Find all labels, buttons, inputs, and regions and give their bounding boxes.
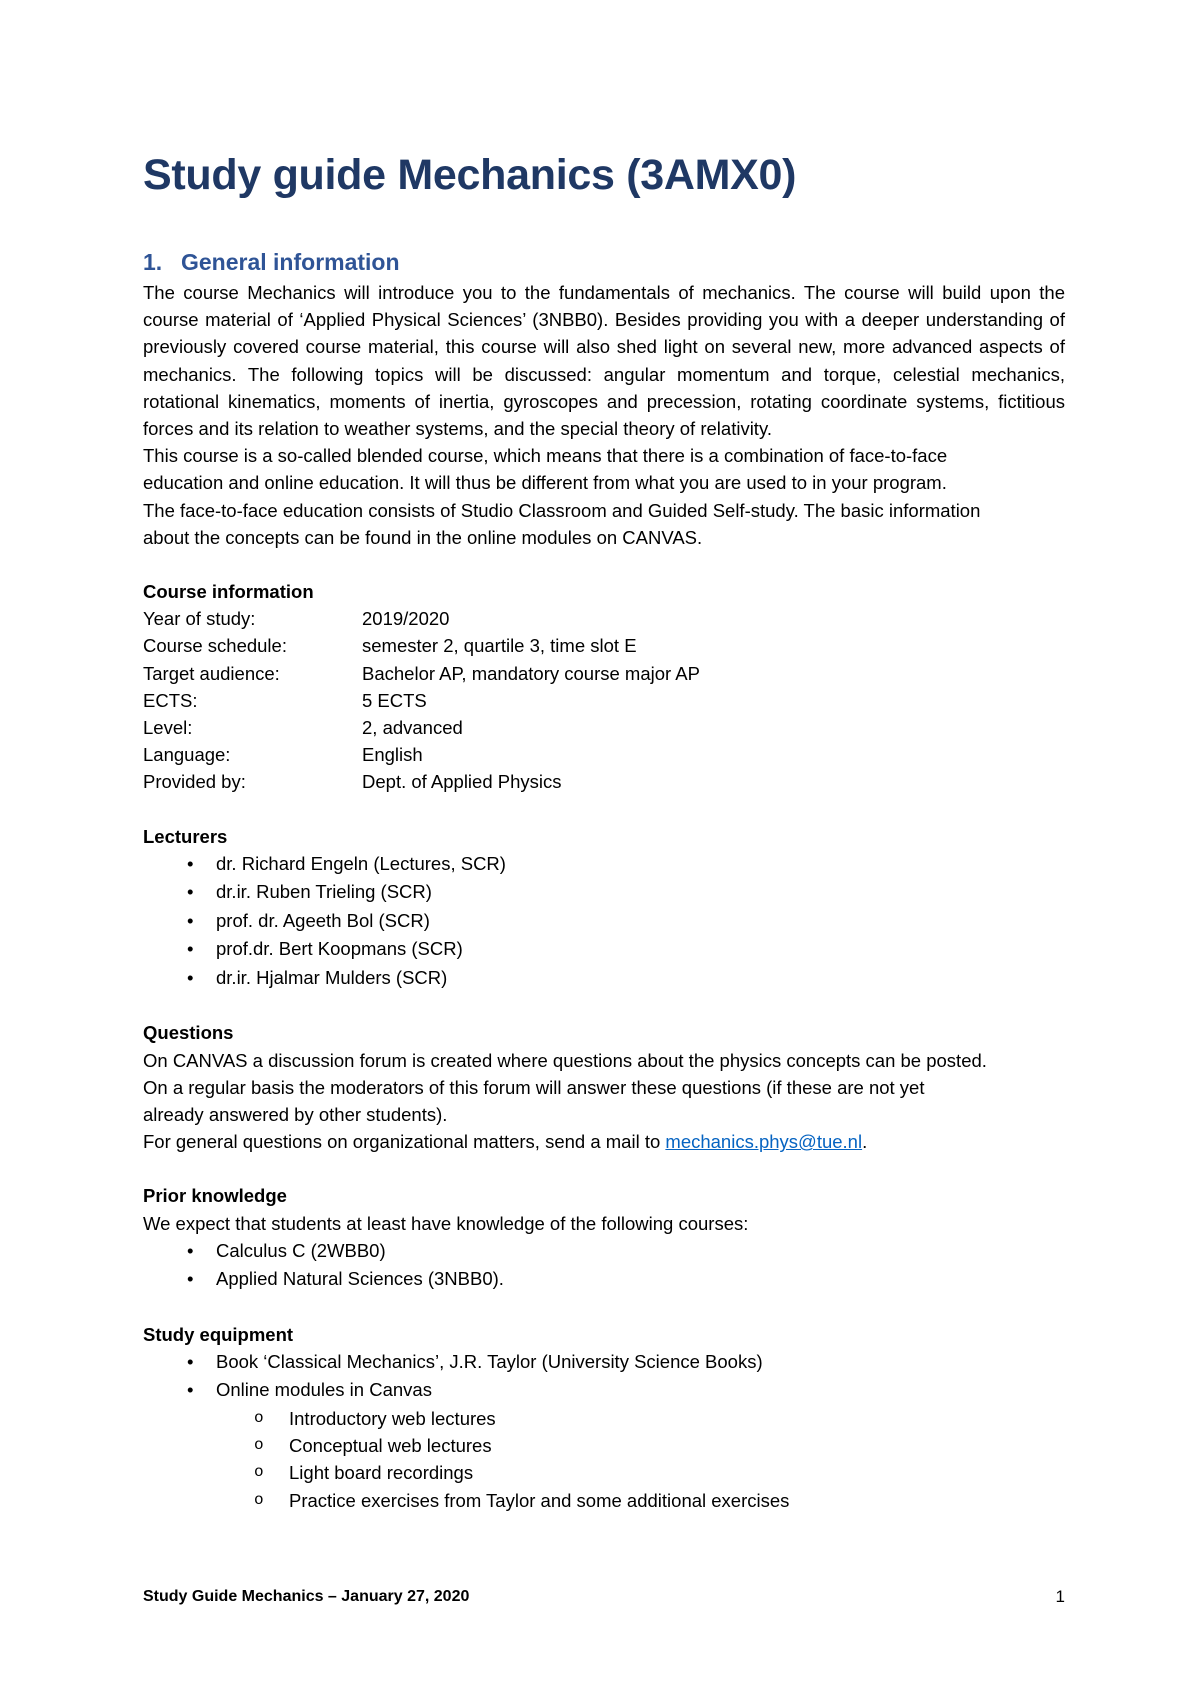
questions-line: On a regular basis the moderators of this forum will answer these questions (if these are not yet	[143, 1076, 925, 1098]
bullet-icon: •	[187, 1379, 194, 1401]
questions-heading: Questions	[143, 1022, 234, 1044]
questions-line: On CANVAS a discussion forum is created where questions about the physics concepts can be posted.	[143, 1049, 987, 1071]
prior-knowledge-heading: Prior knowledge	[143, 1185, 287, 1207]
info-value: Bachelor AP, mandatory course major AP	[362, 662, 700, 684]
bullet-icon: •	[187, 1268, 194, 1290]
info-row	[143, 714, 1065, 741]
info-label: Language:	[143, 744, 231, 766]
info-value: semester 2, quartile 3, time slot E	[362, 635, 637, 657]
equipment-list	[143, 1348, 1065, 1405]
info-label: ECTS:	[143, 689, 198, 711]
list-item: • dr. Richard Engeln (Lectures, SCR)	[143, 850, 1065, 879]
list-item: • prof.dr. Bert Koopmans (SCR)	[143, 935, 1065, 964]
info-value: 2019/2020	[362, 608, 450, 630]
section-title: General information	[181, 249, 400, 275]
bullet-icon: •	[187, 938, 194, 960]
circle-bullet-icon: o	[254, 1436, 264, 1455]
sub-list-item: o Practice exercises from Taylor and some additional exercises	[143, 1487, 1065, 1514]
study-equipment-heading: Study equipment	[143, 1323, 294, 1345]
list-item: • dr.ir. Ruben Trieling (SCR)	[143, 878, 1065, 907]
blended-course-line: This course is a so-called blended course, which means that there is a combination of face-to-face	[143, 445, 948, 467]
lecturers-heading: Lecturers	[143, 825, 228, 847]
info-row	[143, 660, 1065, 687]
list-item: • dr.ir. Hjalmar Mulders (SCR)	[143, 964, 1065, 993]
sub-list-item: o Introductory web lectures	[143, 1405, 1065, 1432]
intro-paragraph: The course Mechanics will introduce you to the fundamentals of mechanics. The course will build upon the course material of ‘Applied Physical Sciences’ (3NBB0). Besides providing you with a deeper understanding of previously covered course material, this course will also shed light on several new, more advanced aspects of mechanics. The following topics will be discussed: angular momentum and torque, celestial mechanics, rotational kinematics, moments of inertia, gyroscopes and precession, rotating coordinate systems, fictitious forces and its relation to weather systems, and the special theory of relativity.	[143, 282, 1065, 440]
info-value: 2, advanced	[362, 717, 463, 739]
info-value: 5 ECTS	[362, 689, 427, 711]
circle-bullet-icon: o	[254, 1408, 264, 1427]
info-value: Dept. of Applied Physics	[362, 771, 562, 793]
bullet-icon: •	[187, 966, 194, 988]
blended-course-line: The face-to-face education consists of Studio Classroom and Guided Self-study. The basic information	[143, 499, 981, 521]
bullet-icon: •	[187, 881, 194, 903]
info-label: Level:	[143, 717, 193, 739]
list-item: • prof. dr. Ageeth Bol (SCR)	[143, 907, 1065, 936]
bullet-icon: •	[187, 852, 194, 874]
info-row	[143, 605, 1065, 632]
lecturers-list	[143, 850, 1065, 993]
canvas-modules-list	[143, 1405, 1065, 1514]
bullet-icon: •	[187, 1350, 194, 1372]
circle-bullet-icon: o	[254, 1463, 264, 1482]
page-number: 1	[1055, 1587, 1065, 1606]
prior-knowledge-intro: We expect that students at least have knowledge of the following courses:	[143, 1212, 749, 1234]
course-info-heading: Course information	[143, 581, 314, 603]
list-item: • Book ‘Classical Mechanics’, J.R. Taylor (University Science Books)	[143, 1348, 1065, 1377]
bullet-icon: •	[187, 1239, 194, 1261]
prior-knowledge-list	[143, 1237, 1065, 1294]
blended-course-line: about the concepts can be found in the online modules on CANVAS.	[143, 526, 703, 548]
document-title: Study guide Mechanics (3AMX0)	[143, 151, 797, 199]
list-item: • Applied Natural Sciences (3NBB0).	[143, 1265, 1065, 1294]
info-value: English	[362, 744, 423, 766]
info-row	[143, 632, 1065, 659]
questions-line: already answered by other students).	[143, 1103, 448, 1125]
email-link[interactable]: mechanics.phys@tue.nl	[665, 1131, 863, 1153]
list-item: • Calculus C (2WBB0)	[143, 1237, 1065, 1266]
info-row	[143, 687, 1065, 714]
page-footer	[143, 1586, 1065, 1608]
footer-text: Study Guide Mechanics – January 27, 2020	[143, 1588, 470, 1605]
page-content	[143, 145, 1065, 1514]
info-label: Course schedule:	[143, 635, 287, 657]
info-row	[143, 741, 1065, 768]
info-label: Year of study:	[143, 608, 256, 630]
bullet-icon: •	[187, 909, 194, 931]
list-item: • Online modules in Canvas	[143, 1376, 1065, 1405]
section-heading-general-information	[143, 245, 1065, 279]
info-row	[143, 768, 1065, 795]
blended-course-line: education and online education. It will thus be different from what you are used to in your program.	[143, 472, 947, 494]
sub-list-item: o Light board recordings	[143, 1459, 1065, 1486]
questions-mail-line: For general questions on organizational matters, send a mail to mechanics.phys@tue.nl.	[143, 1131, 868, 1153]
circle-bullet-icon: o	[254, 1490, 264, 1509]
sub-list-item: o Conceptual web lectures	[143, 1432, 1065, 1459]
info-label: Target audience:	[143, 662, 280, 684]
info-label: Provided by:	[143, 771, 246, 793]
section-number: 1.	[143, 249, 163, 275]
